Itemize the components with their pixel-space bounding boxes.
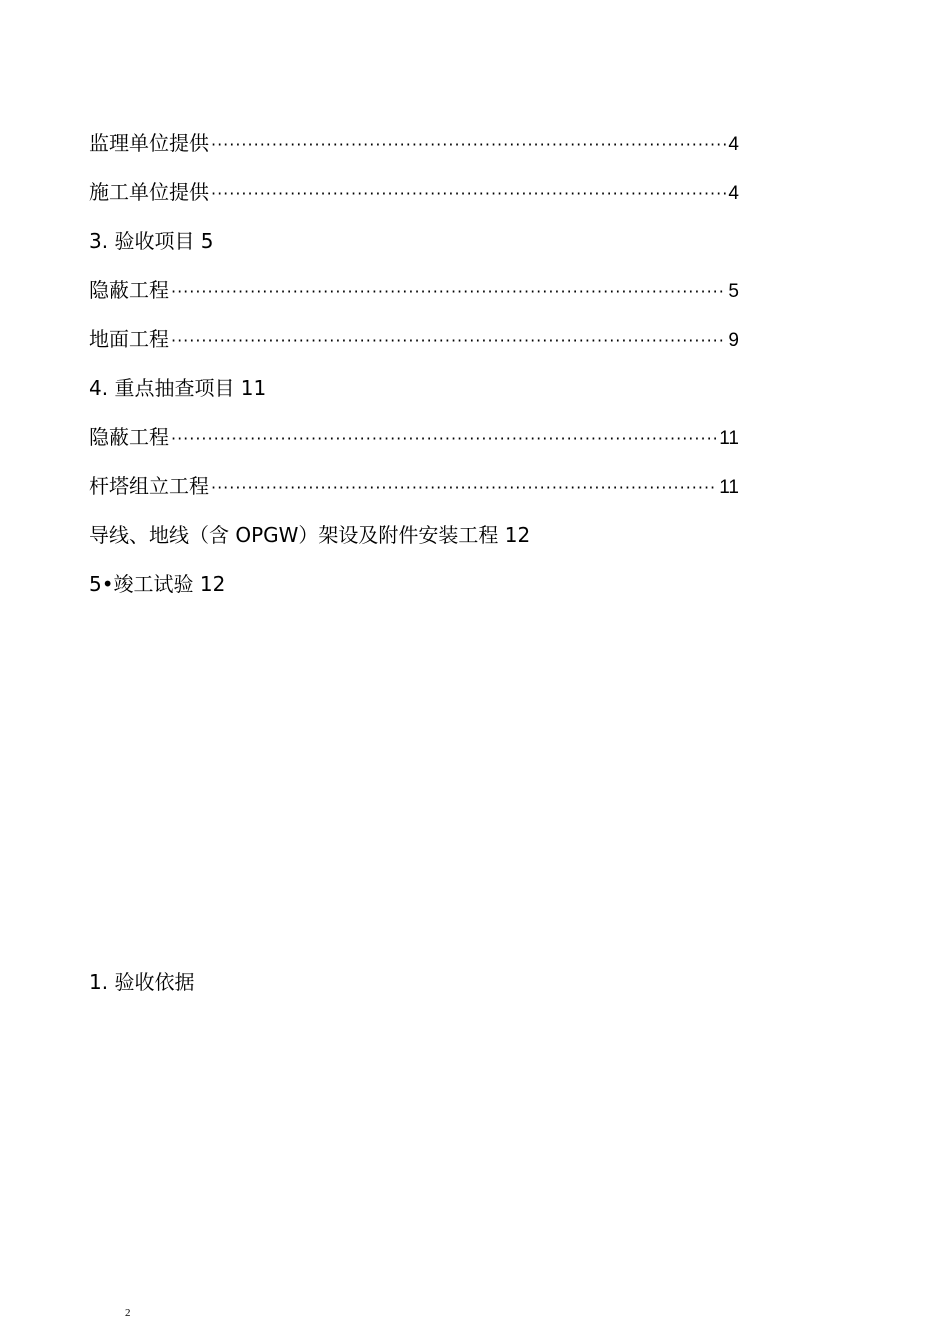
- toc-entry-label: 地面工程: [89, 327, 169, 351]
- toc-entry-label: 施工单位提供: [89, 180, 209, 204]
- toc-leader-dots: [171, 327, 726, 355]
- toc-heading[interactable]: 3. 验收项目 5: [89, 229, 214, 253]
- toc-page-number: 5: [728, 281, 739, 302]
- toc-entry[interactable]: [89, 325, 739, 353]
- toc-leader-dots: [211, 474, 717, 502]
- toc-entry-label: 隐蔽工程: [89, 278, 169, 302]
- toc-heading[interactable]: 4. 重点抽查项目 11: [89, 376, 267, 400]
- toc-leader-dots: [211, 131, 726, 159]
- section-heading: 1. 验收依据: [89, 970, 195, 994]
- toc-page-number: 4: [728, 134, 739, 155]
- toc-heading[interactable]: 导线、地线（含 OPGW）架设及附件安装工程 12: [89, 523, 531, 547]
- toc-heading[interactable]: 5•竣工试验 12: [89, 572, 226, 596]
- toc-entry[interactable]: [89, 276, 739, 304]
- toc-entry-label: 监理单位提供: [89, 131, 209, 155]
- toc-entry-label: 杆塔组立工程: [89, 474, 209, 498]
- toc-entry[interactable]: [89, 129, 739, 157]
- toc-leader-dots: [171, 425, 717, 453]
- toc-leader-dots: [211, 180, 726, 208]
- toc-entry[interactable]: [89, 472, 739, 500]
- page-number-footer: 2: [125, 1307, 131, 1319]
- toc-entry[interactable]: [89, 178, 739, 206]
- toc-page-number: 11: [719, 428, 739, 449]
- toc-page-number: 4: [728, 183, 739, 204]
- toc-page-number: 11: [719, 477, 739, 498]
- toc-page-number: 9: [728, 330, 739, 351]
- toc-leader-dots: [171, 278, 726, 306]
- toc-entry[interactable]: [89, 423, 739, 451]
- toc-entry-label: 隐蔽工程: [89, 425, 169, 449]
